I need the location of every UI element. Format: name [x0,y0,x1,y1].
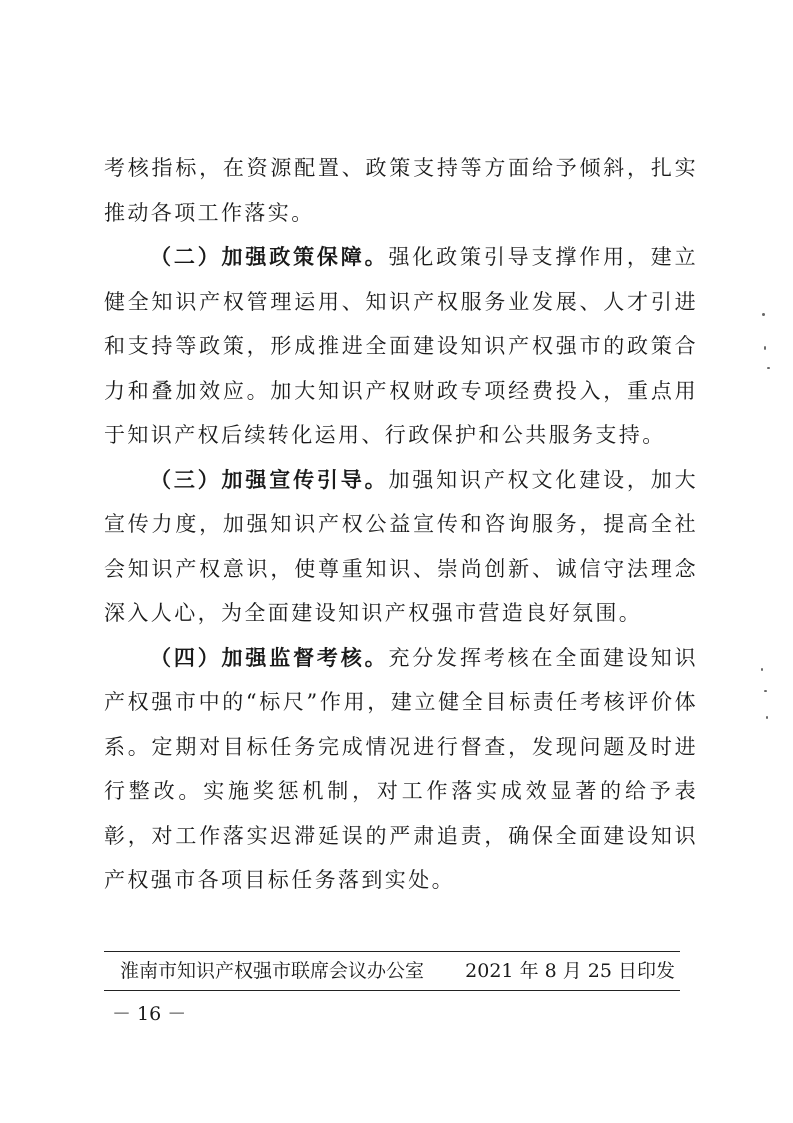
scan-speck [766,716,768,719]
scan-speck [764,346,766,350]
scan-speck [767,367,770,369]
page-number: － 16 － [112,1003,187,1025]
footer-rule-bottom [104,990,680,991]
paragraph-4 [104,636,698,903]
scan-speck [761,668,763,671]
body-text [104,146,698,903]
scan-speck [762,313,765,316]
paragraph-1: 考核指标，在资源配置、政策支持等方面给予倾斜，扎实推动各项工作落实。 [104,156,698,225]
footer-organization: 淮南市知识产权强市联席会议办公室 [120,960,425,982]
paragraph-3 [104,458,698,636]
section-heading-3: （三）加强宣传引导。 [150,466,389,492]
paragraph-2-text: 强化政策引导支撑作用，建立健全知识产权管理运用、知识产权服务业发展、人才引进和支持等政策，形成推进全面建设知识产权强市的政策合力和叠加效应。加大知识产权财政专项经费投入，重点用于知识产权后续转化运用、行政保护和公共服务支持。 [104,245,698,447]
section-heading-2: （二）加强政策保障。 [150,244,389,269]
section-heading-4: （四）加强监督考核。 [150,644,389,670]
footer-date: 2021 年 8 月 25 日印发 [465,960,675,982]
paragraph-4-text: 充分发挥考核在全面建设知识产权强市中的“标尺”作用，建立健全目标责任考核评价体系。定期对目标任务完成情况进行督查，发现问题及时进行整改。实施奖惩机制，对工作落实成效显著的给予表彰，对工作落实迟滞延误的严肃追责，确保全面建设知识产权强市各项目标任务落到实处。 [104,645,698,892]
footer-rule-top [104,951,680,952]
paragraph-2 [104,235,698,458]
paragraph-3-text: 加强知识产权文化建设，加大宣传力度，加强知识产权公益宣传和咨询服务，提高全社会知识产权意识，使尊重知识、崇尚创新、诚信守法理念深入人心，为全面建设知识产权强市营造良好氛围。 [104,467,698,625]
scan-speck [764,690,767,692]
